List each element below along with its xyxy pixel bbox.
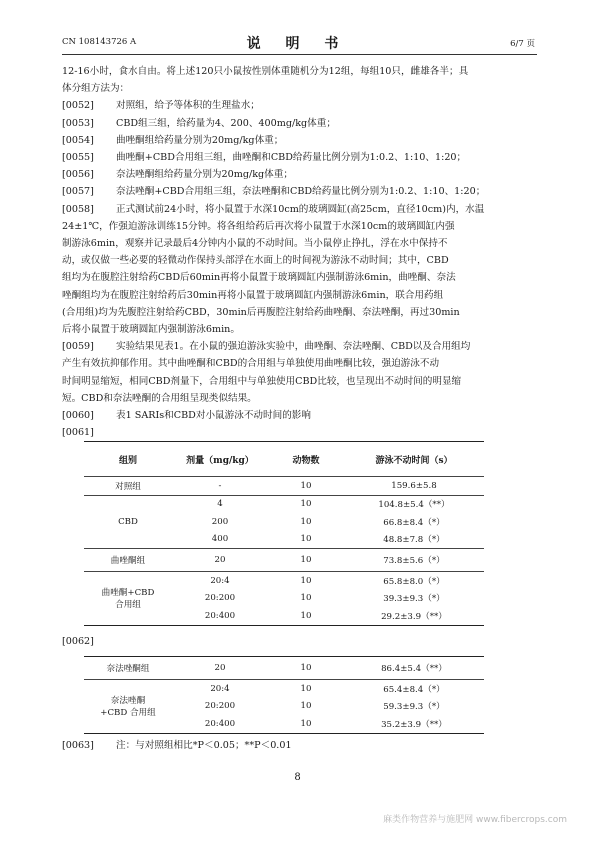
paragraph-number: [0052] — [62, 100, 94, 112]
immobility-cell: 86.4±5.4（**） — [381, 664, 447, 674]
animals-cell: 10 — [300, 610, 312, 621]
paragraph-text: 曲唑酮+CBD合用组三组，曲唑酮和CBD给药量比例分别为1:0.2、1:10、1:20； — [116, 152, 467, 164]
table-note: 注：与对照组相比*P＜0.05；**P＜0.01 — [116, 740, 292, 751]
animals-cell: 10 — [300, 701, 312, 712]
paragraph-0059 — [62, 338, 537, 407]
group-cell — [84, 572, 172, 626]
paragraph-0062 — [62, 636, 94, 647]
animals-cell: 10 — [300, 555, 312, 565]
page-indicator: 6/7 页 — [510, 39, 535, 49]
paragraph-0063 — [62, 737, 292, 751]
animals-cell: 10 — [300, 575, 312, 586]
paragraph-line: 正式测试前24小时，将小鼠置于水深10cm的玻璃圆缸(高25cm，直径10cm)内，水温 — [116, 203, 485, 215]
paragraph-number: [0062] — [62, 636, 94, 647]
group-label-line: 奈法唑酮 — [110, 696, 146, 707]
document-title: 说 明 书 — [246, 36, 349, 52]
group-cell: 对照组 — [115, 481, 141, 492]
dose-cell: 20:200 — [204, 701, 236, 712]
dose-cell: 20 — [214, 663, 226, 673]
dose-cell: 400 — [211, 534, 229, 545]
paragraph-line: 24±1℃，作强迫游泳训练15分钟。将各组给药后再次将小鼠置于水深10cm的玻璃圆缸内强 — [62, 220, 455, 232]
dose-cell: 20 — [214, 555, 226, 565]
paragraph-line: 唑酮组均为在腹腔注射给药后30min再将小鼠置于玻璃圆缸内强制游泳6min，联合用药组 — [62, 289, 444, 301]
results-table — [84, 441, 484, 626]
table-header-row — [84, 442, 484, 477]
table-row — [84, 495, 484, 513]
animals-cell: 10 — [300, 718, 312, 729]
dose-cell: 20:400 — [204, 718, 236, 729]
paragraph-line: 时间明显缩短，相同CBD剂量下，合用组中与单独使用CBD比较，也呈现出不动时间的明显缩 — [62, 375, 462, 387]
paragraph-number: [0060] — [62, 410, 94, 422]
document-body — [62, 63, 537, 441]
header-rule — [62, 54, 537, 55]
column-header-group: 组别 — [118, 455, 137, 466]
immobility-cell: 66.8±8.4（*） — [383, 517, 445, 528]
patent-number: CN 108143726 A — [62, 37, 137, 47]
animals-cell: 10 — [300, 499, 312, 510]
column-header-dose: 剂量（mg/kg） — [186, 455, 254, 466]
paragraph-text: 奈法唑酮组给药量分别为20mg/kg体重； — [116, 169, 293, 181]
paragraph-text: 曲唑酮组给药量分别为20mg/kg体重； — [116, 134, 284, 146]
animals-cell: 10 — [300, 534, 312, 545]
paragraph-number: [0053] — [62, 117, 94, 129]
dose-cell: 20:4 — [210, 575, 230, 586]
table-row — [84, 477, 484, 496]
paragraph-number: [0061] — [62, 427, 94, 439]
paragraph-line: 实验结果见表1。在小鼠的强迫游泳实验中，曲唑酮、奈法唑酮、CBD以及合用组均 — [116, 341, 471, 353]
immobility-cell: 35.2±3.9（**） — [381, 719, 447, 730]
dose-cell: 20:400 — [204, 610, 236, 621]
paragraph-0053 — [62, 115, 537, 132]
group-cell — [84, 680, 172, 734]
immobility-cell: 65.8±8.0（*） — [383, 576, 445, 587]
paragraph-text: 奈法唑酮+CBD合用组三组，奈法唑酮和CBD给药量比例分别为1:0.2、1:10、1:20； — [116, 186, 486, 198]
results-table-continued — [84, 656, 484, 734]
table-row — [84, 549, 484, 572]
animals-cell: 10 — [300, 516, 312, 527]
group-label-line: +CBD 合用组 — [100, 708, 156, 719]
paragraph-number: [0055] — [62, 152, 94, 164]
immobility-cell: 29.2±3.9（**） — [381, 611, 447, 622]
group-label-line: 合用组 — [115, 600, 141, 611]
paragraph-number: [0059] — [62, 341, 94, 353]
immobility-cell: 48.8±7.8（*） — [383, 535, 445, 546]
table-row — [84, 572, 484, 590]
paragraph-line: 后将小鼠置于玻璃圆缸内强制游泳6min。 — [62, 324, 240, 336]
paragraph-line: 动，或仅做一些必要的轻微动作保持头部浮在水面上的时间视为游泳不动时间；其中，CBD — [62, 255, 449, 267]
paragraph-number: [0054] — [62, 134, 94, 146]
dose-cell: 200 — [211, 516, 229, 527]
paragraph-text: 对照组，给予等体积的生理盐水； — [116, 100, 260, 112]
immobility-cell: 39.3±9.3（*） — [383, 594, 445, 605]
paragraph-line: 产生有效抗抑郁作用。其中曲唑酮和CBD的合用组与单独使用曲唑酮比较，强迫游泳不动 — [62, 358, 440, 370]
table-row — [84, 680, 484, 698]
animals-cell: 10 — [300, 593, 312, 604]
paragraph-line: (合用组)均为先腹腔注射给药CBD，30min后再腹腔注射给药曲唑酮、奈法唑酮，再过30min — [62, 306, 460, 318]
animals-cell: 10 — [300, 683, 312, 694]
paragraph-line: 制游泳6min，观察并记录最后4分钟内小鼠的不动时间。当小鼠停止挣扎，浮在水中保持不 — [62, 238, 448, 250]
paragraph-number: [0058] — [62, 203, 94, 215]
dose-cell: 4 — [217, 499, 223, 510]
intro-line: 体分组方法为： — [62, 83, 130, 95]
paragraph-line: 短。CBD和奈法唑酮的合用组呈现类似结果。 — [62, 392, 257, 404]
paragraph-0055 — [62, 149, 537, 166]
paragraph-number: [0057] — [62, 186, 94, 198]
immobility-cell: 59.3±9.3（*） — [383, 702, 445, 713]
column-header-animals: 动物数 — [292, 455, 320, 466]
immobility-cell: 104.8±5.4（**） — [378, 500, 450, 511]
paragraph-0056 — [62, 166, 537, 183]
paragraph-0052 — [62, 97, 537, 114]
group-cell: 曲唑酮组 — [110, 556, 146, 566]
watermark: 麻类作物营养与施肥网 www.fibercrops.com — [383, 815, 567, 825]
dose-cell: 20:4 — [210, 683, 230, 694]
paragraph-0054 — [62, 132, 537, 149]
paragraph-text: CBD组三组，给药量为4、200、400mg/kg体重； — [116, 117, 336, 129]
paragraph-0060 — [62, 407, 537, 424]
intro-line: 12-16小时，食水自由。将上述120只小鼠按性别体重随机分为12组，每组10只，雌雄各半；具 — [62, 66, 469, 77]
group-cell: 奈法唑酮组 — [106, 664, 150, 674]
paragraph-0061 — [62, 424, 537, 441]
paragraph-number: [0056] — [62, 169, 94, 181]
dose-cell: - — [218, 480, 222, 491]
table-row — [84, 657, 484, 680]
group-cell: CBD — [118, 516, 138, 527]
column-header-immobility: 游泳不动时间（s） — [375, 455, 453, 466]
dose-cell: 20:200 — [204, 593, 236, 604]
page-number: 8 — [294, 772, 301, 783]
immobility-cell: 159.6±5.8 — [391, 480, 437, 491]
animals-cell: 10 — [300, 480, 312, 491]
paragraph-line: 组均为在腹腔注射给药CBD后60min再将小鼠置于玻璃圆缸内强制游泳6min，曲唑酮、奈法 — [62, 272, 456, 284]
animals-cell: 10 — [300, 663, 312, 673]
immobility-cell: 73.8±5.6（*） — [383, 556, 445, 566]
table-caption: 表1 SARIs和CBD对小鼠游泳不动时间的影响 — [116, 410, 311, 422]
paragraph-0058 — [62, 201, 537, 339]
group-label-line: 曲唑酮+CBD — [101, 588, 155, 599]
immobility-cell: 65.4±8.4（*） — [383, 684, 445, 695]
paragraph-number: [0063] — [62, 740, 94, 751]
paragraph-0057 — [62, 183, 537, 200]
